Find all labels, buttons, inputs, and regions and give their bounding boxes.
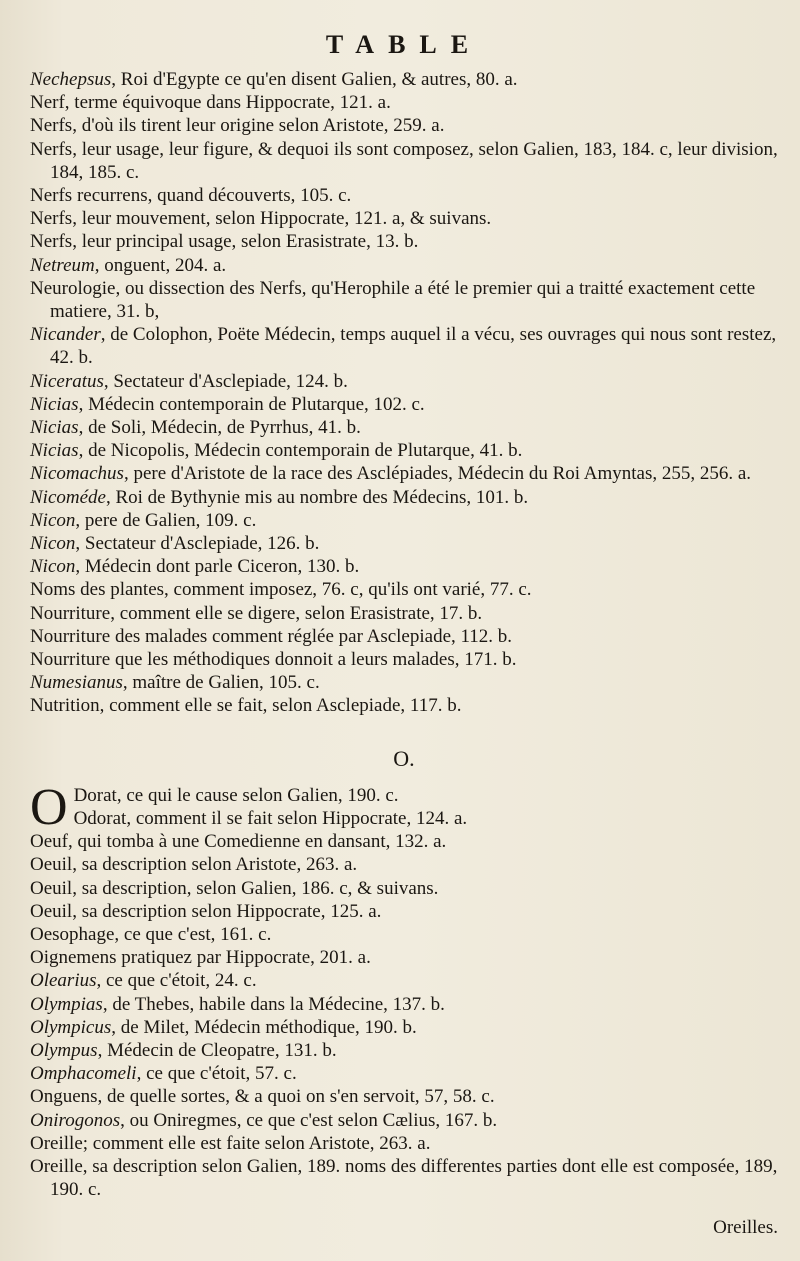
entry-text: , de Colophon, Poëte Médecin, temps auquel il a vécu, ses ouvrages qui nous sont restez, 42. b. [50, 324, 777, 369]
entry-text: Nutrition, comment elle se fait, selon Asclepiade, 117. b. [30, 695, 462, 717]
entry-text: , de Milet, Médecin méthodique, 190. b. [111, 1016, 417, 1038]
entry-headword: Nicias [30, 393, 79, 415]
index-entry [30, 370, 778, 393]
entry-headword: Nicander [30, 324, 101, 346]
index-entry [30, 993, 778, 1016]
index-entry [30, 946, 778, 969]
index-entry [30, 230, 778, 253]
index-entry [30, 277, 778, 323]
index-entry [30, 1085, 778, 1108]
entry-headword: Olympus [30, 1039, 98, 1061]
index-entry [30, 923, 778, 946]
entry-text: Nerfs, leur principal usage, selon Erasistrate, 13. b. [30, 231, 419, 253]
entry-headword: Nicon [30, 556, 76, 578]
index-entry [30, 114, 778, 137]
index-entry [30, 625, 778, 648]
index-list-o [30, 830, 778, 1201]
entry-text: , ce que c'étoit, 24. c. [96, 970, 257, 992]
index-entry [30, 254, 778, 277]
entry-text: , pere d'Aristote de la race des Asclépiades, Médecin du Roi Amyntas, 255, 256. a. [123, 463, 752, 485]
entry-text: Nerfs, leur mouvement, selon Hippocrate, 121. a, & suivans. [30, 208, 492, 230]
entry-text: Neurologie, ou dissection des Nerfs, qu'Herophile a été le premier qui a traitté exactement cette matiere, 31. b, [30, 277, 756, 323]
index-entry [30, 1155, 778, 1201]
entry-text: , Sectateur d'Asclepiade, 124. b. [103, 370, 348, 392]
index-entry [30, 602, 778, 625]
entry-text: , maître de Galien, 105. c. [122, 672, 320, 694]
entry-text: , onguent, 204. a. [94, 254, 227, 276]
entry-headword: Nicoméde [30, 486, 106, 508]
index-entry [30, 1132, 778, 1155]
entry-text: Noms des plantes, comment imposez, 76. c, qu'ils ont varié, 77. c. [30, 579, 532, 601]
entry-text: Nerfs, leur usage, leur figure, & dequoi ils sont composez, selon Galien, 183, 184. c, leur division, 184, 185. c. [30, 138, 778, 183]
entry-text: , de Thebes, habile dans la Médecine, 137. b. [102, 993, 445, 1015]
index-entry [30, 694, 778, 717]
entry-headword: Nicon [30, 533, 76, 555]
entry-text: , de Soli, Médecin, de Pyrrhus, 41. b. [78, 417, 361, 439]
entry-headword: Olympicus [30, 1016, 112, 1038]
entry-text: Nourriture des malades comment réglée par Asclepiade, 112. b. [30, 625, 513, 647]
entry-headword: Olympias [30, 993, 103, 1015]
index-entry [30, 68, 778, 91]
index-entry [30, 393, 778, 416]
entry-headword: Niceratus [30, 370, 104, 392]
entry-headword: Nechepsus [30, 69, 112, 90]
index-entry [30, 416, 778, 439]
entry-headword: Omphacomeli [30, 1063, 137, 1085]
index-entry [30, 648, 778, 671]
catchword: Oreilles. [713, 1217, 778, 1238]
entry-text: Dorat, ce qui le cause selon Galien, 190. c. [73, 784, 399, 806]
index-entry [30, 900, 778, 923]
entry-text: , Médecin de Cleopatre, 131. b. [97, 1039, 337, 1061]
entry-text: , ou Oniregmes, ce que c'est selon Cælius, 167. b. [120, 1109, 498, 1131]
index-list-o-start [30, 778, 778, 836]
index-entry [30, 969, 778, 992]
entry-text: Oreille; comment elle est faite selon Aristote, 263. a. [30, 1132, 431, 1154]
entry-text: Nourriture que les méthodiques donnoit a leurs malades, 171. b. [30, 649, 517, 671]
index-entry [30, 1062, 778, 1085]
entry-text: Onguens, de quelle sortes, & a quoi on s'en servoit, 57, 58. c. [30, 1086, 495, 1108]
entry-text: , pere de Galien, 109. c. [75, 509, 257, 531]
entry-text: Nerfs recurrens, quand découverts, 105. c. [30, 185, 352, 207]
entry-text: , Roi d'Egypte ce qu'en disent Galien, & autres, 80. a. [111, 69, 518, 90]
entry-text: , Médecin contemporain de Plutarque, 102. c. [78, 393, 425, 415]
index-list-n [30, 68, 778, 718]
index-entry [30, 91, 778, 114]
index-entry [30, 207, 778, 230]
index-entry [30, 486, 778, 509]
entry-text: , ce que c'étoit, 57. c. [136, 1063, 297, 1085]
index-entry [30, 509, 778, 532]
entry-text: Oreille, sa description selon Galien, 189. noms des differentes parties dont elle est composée, 189, 190. c. [30, 1155, 778, 1201]
index-entry [30, 1039, 778, 1062]
index-entry [30, 671, 778, 694]
entry-headword: Netreum [30, 254, 95, 276]
index-entry [30, 578, 778, 601]
entry-text: , Roi de Bythynie mis au nombre des Médecins, 101. b. [105, 486, 529, 508]
entry-text: Oeuil, sa description selon Hippocrate, 125. a. [30, 900, 382, 922]
index-entry [30, 830, 778, 853]
index-entry [30, 439, 778, 462]
index-entry [30, 138, 778, 184]
index-entry [30, 853, 778, 876]
index-entry [30, 1016, 778, 1039]
entry-headword: Onirogonos [30, 1109, 121, 1131]
section-heading-o: O. [393, 745, 415, 771]
entry-text: , Médecin dont parle Ciceron, 130. b. [75, 556, 360, 578]
entry-headword: Numesianus [30, 672, 123, 694]
entry-headword: Nicon [30, 509, 76, 531]
entry-text: Nerfs, d'où ils tirent leur origine selon Aristote, 259. a. [30, 115, 445, 137]
entry-text: Nerf, terme équivoque dans Hippocrate, 121. a. [30, 92, 391, 114]
drop-cap-letter: O [30, 778, 68, 836]
entry-text: Oignemens pratiquez par Hippocrate, 201. a. [30, 947, 371, 969]
entry-text: Oeuil, sa description, selon Galien, 186. c, & suivans. [30, 877, 439, 899]
index-entry [30, 877, 778, 900]
entry-text: Oeuil, sa description selon Aristote, 263. a. [30, 854, 358, 876]
entry-text: Nourriture, comment elle se digere, selon Erasistrate, 17. b. [30, 602, 483, 624]
index-entry [30, 532, 778, 555]
entry-headword: Nicomachus [30, 463, 124, 485]
index-entry [30, 784, 778, 807]
entry-headword: Olearius [30, 970, 97, 992]
entry-text: Oesophage, ce que c'est, 161. c. [30, 923, 272, 945]
page-title: TABLE [325, 30, 483, 59]
index-entry [30, 184, 778, 207]
index-entry [30, 555, 778, 578]
index-entry [30, 323, 778, 369]
entry-headword: Nicias [30, 417, 79, 439]
entry-text: , de Nicopolis, Médecin contemporain de Plutarque, 41. b. [78, 440, 523, 462]
entry-text: Oeuf, qui tomba à une Comedienne en dansant, 132. a. [30, 831, 447, 853]
entry-text: Odorat, comment il se fait selon Hippocrate, 124. a. [73, 807, 468, 829]
entry-headword: Nicias [30, 440, 79, 462]
index-entry [30, 462, 778, 485]
index-entry [30, 807, 778, 830]
entry-text: , Sectateur d'Asclepiade, 126. b. [75, 533, 320, 555]
index-entry [30, 1109, 778, 1132]
